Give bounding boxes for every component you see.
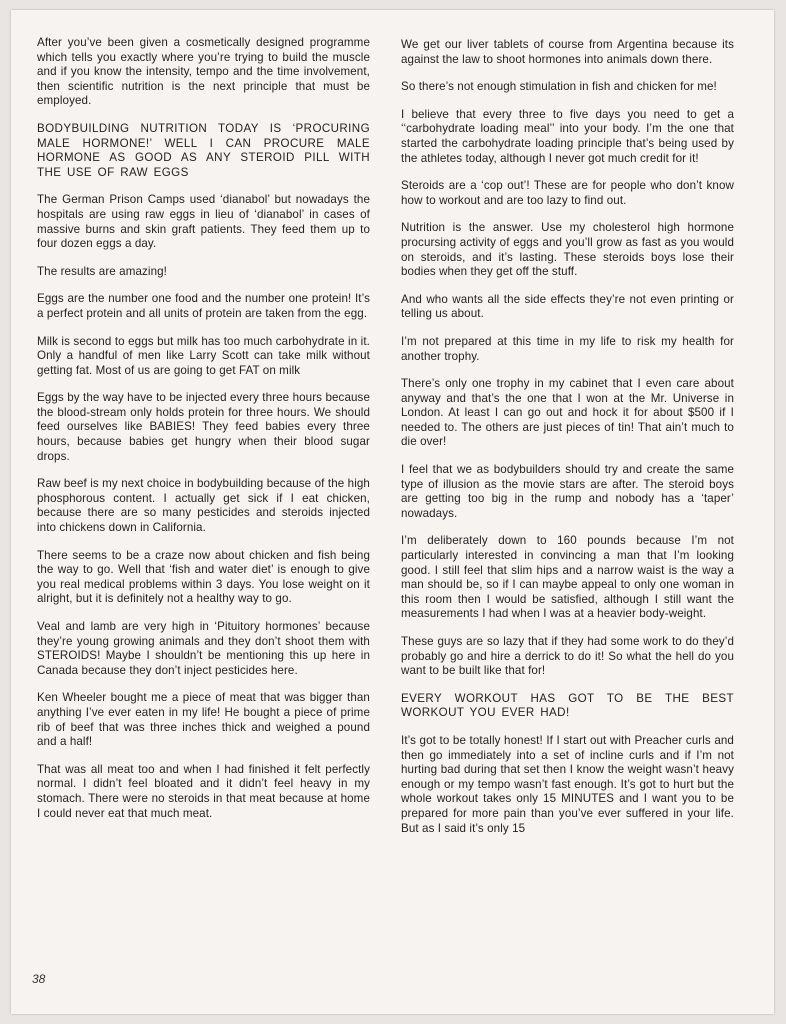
paragraph: I feel that we as bodybuilders should try and create the same type of illusion as the movie stars are after. The steroid boys are getting too big in the rump and nobody has a ‘taper’ nowadays. — [401, 463, 734, 520]
paragraph: We get our liver tablets of course from Argentina because its against the law to shoot hormones into animals down there. — [401, 38, 734, 66]
paragraph: These guys are so lazy that if they had some work to do they’d probably go and hire a derrick to do it! So what the hell do you want to be built like that for! — [401, 635, 734, 678]
paragraph: Milk is second to eggs but milk has too much carbohydrate in it. Only a handful of men like Larry Scott can take milk without getting fat. Most of us are going to get FAT on milk — [37, 334, 370, 377]
paragraph: I believe that every three to five days you need to get a ‘‘carbohydrate loading meal’’ into your body. I’m the one that started the carbohydrate loading principle that’s being used by the athletes today, although I never got much credit for it! — [401, 107, 734, 165]
paragraph: There’s only one trophy in my cabinet that I even care about anyway and that’s the one that I won at the Mr. Universe in London. At least I can go out and hock it for about $500 if I needed to. The others are just pieces of tin! That ain’t much to die over! — [401, 377, 734, 449]
paragraph: It’s got to be totally honest! If I start out with Preacher curls and then go immediately into a set of incline curls and if I’m not hurting bad during that set then I know the weight wasn’t heavy enough or my tempo wasn’t fast enough. It’s got to hurt but the whole workout takes only 15 MINUTES and I want you to be prepared for more pain than you’ve ever suffered in your life. But as I said it’s only 15 — [401, 733, 734, 835]
paragraph: Raw beef is my next choice in bodybuilding because of the high phosphorous content. I actually get sick if I eat chicken, because there are so many pesticides and steroids injected into chickens down in California. — [37, 477, 370, 535]
paragraph: I’m not prepared at this time in my life to risk my health for another trophy. — [401, 334, 734, 363]
paragraph: That was all meat too and when I had finished it felt perfectly normal. I didn’t feel bloated and it didn’t feel heavy in my stomach. There were no steroids in that meat because at home I could never eat that much meat. — [37, 762, 370, 820]
paragraph: Ken Wheeler bought me a piece of meat that was bigger than anything I’ve ever eaten in my life! He bought a piece of prime rib of beef that was three inches thick and weighed a pound and a half! — [37, 691, 370, 749]
section-heading: BODYBUILDING NUTRITION TODAY IS ‘PROCURING MALE HORMONE!’ WELL I CAN PROCURE MALE HORMONE AS GOOD AS ANY STEROID PILL WITH THE USE OF RAW EGGS — [37, 121, 370, 179]
paragraph: Veal and lamb are very high in ‘Pituitory hormones’ because they’re young growing animals and they don’t shoot them with STEROIDS! Maybe I shouldn’t be mentioning this up here in Canada because they don’t inject pesticides here. — [37, 620, 370, 677]
paragraph: The German Prison Camps used ‘dianabol’ but nowadays the hospitals are using raw eggs in lieu of ‘dianabol’ in cases of massive burns and skin graft patients. They feed them up to four dozen eggs a day. — [37, 193, 370, 251]
paragraph: Steroids are a ‘cop out’! These are for people who don’t know how to workout and are too lazy to find out. — [401, 179, 734, 207]
right-column — [401, 38, 734, 849]
paragraph: So there’s not enough stimulation in fish and chicken for me! — [401, 80, 717, 94]
section-heading: EVERY WORKOUT HAS GOT TO BE THE BEST WORKOUT YOU EVER HAD! — [401, 691, 734, 720]
paragraph: Eggs by the way have to be injected every three hours because the blood-stream only holds protein for three hours. We should feed ourselves like BABIES! They feed babies every three hours, because babies get hungry when their blood sugar drops. — [37, 391, 370, 463]
paragraph: I’m deliberately down to 160 pounds because I’m not particularly interested in convincing a man that I’m looking good. I still feel that slim hips and a narrow waist is the way a man should be, so if I can maybe appeal to only one woman in this room then I would be satisfied, although I still want the measurements I had when I was at a heavier body-weight. — [401, 534, 734, 621]
page-number: 38 — [32, 972, 46, 986]
paragraph: The results are amazing! — [37, 264, 167, 278]
paragraph: After you’ve been given a cosmetically designed programme which tells you exactly where you’re trying to build the muscle and if you know the intensity, tempo and the time involvement, then scientific nutrition is the next principle that must be employed. — [37, 36, 370, 108]
paragraph: Nutrition is the answer. Use my cholesterol high hormone procursing activity of eggs and you’ll grow as fast as you would on steroids, and it’s lasting. These steroids boys lose their bodies when they get off the stuff. — [401, 221, 734, 279]
left-column — [37, 36, 370, 834]
paragraph: Eggs are the number one food and the number one protein! It’s a perfect protein and all units of protein are taken from the egg. — [37, 292, 370, 320]
paragraph: There seems to be a craze now about chicken and fish being the way to go. Well that ‘fish and water diet’ is enough to give you real medical problems within 3 days. You lose weight on it alright, but it is definitely not a healthy way to go. — [37, 548, 370, 606]
paragraph: And who wants all the side effects they’re not even printing or telling us about. — [401, 292, 734, 321]
magazine-page — [11, 10, 774, 1014]
